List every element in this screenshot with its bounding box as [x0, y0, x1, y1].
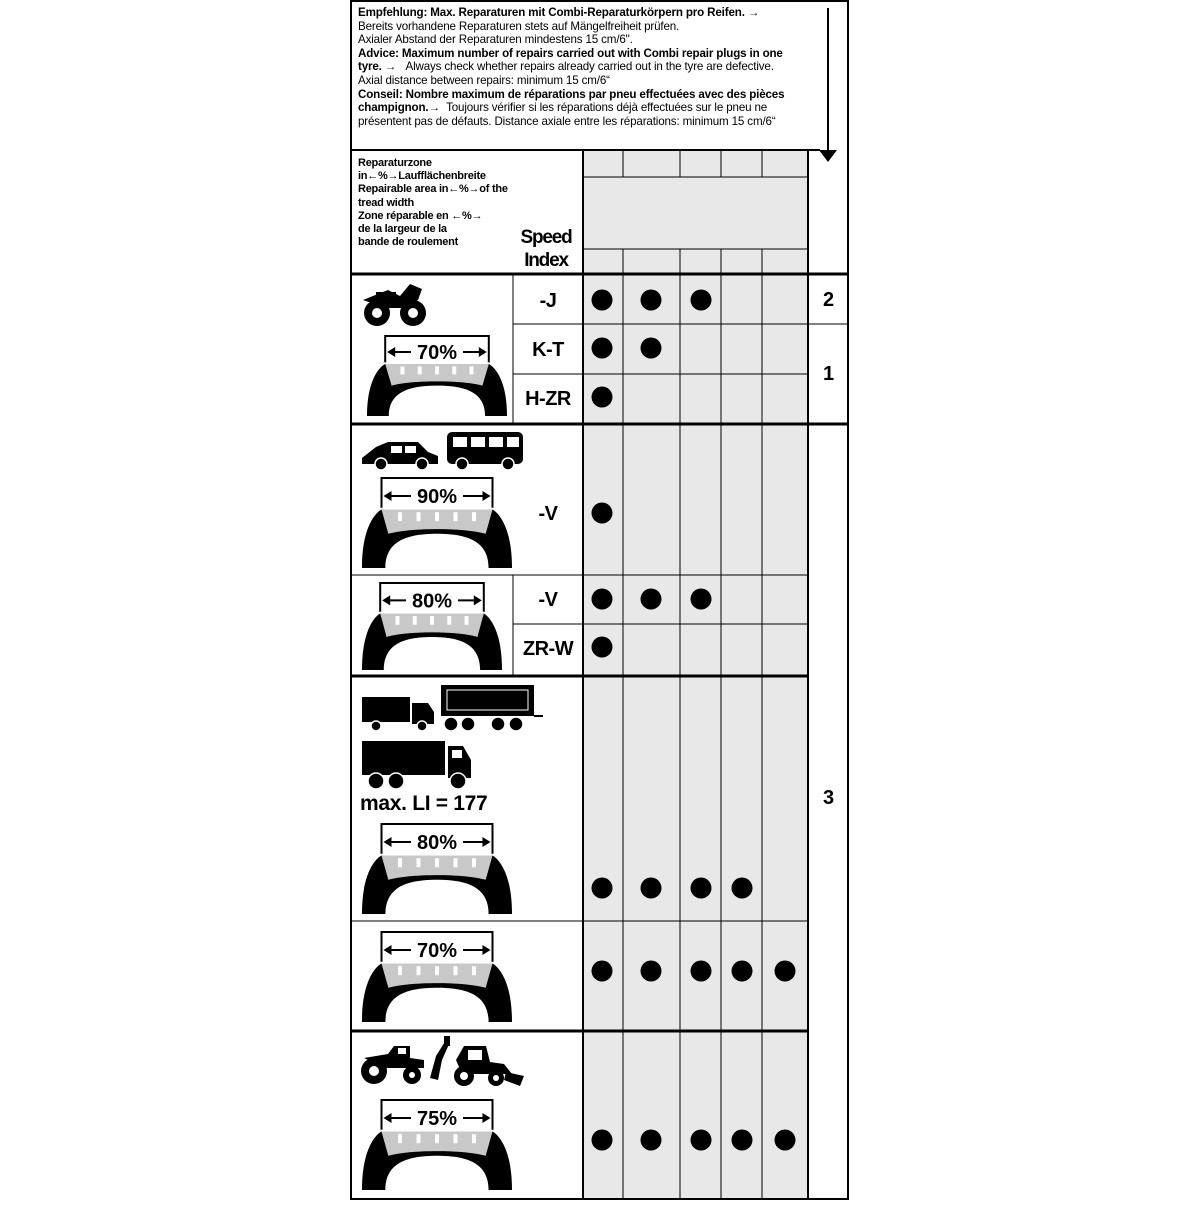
- repair-allowed-dot: [732, 878, 753, 899]
- repair-allowed-dot: [775, 1130, 796, 1151]
- repair-allowed-dot: [691, 961, 712, 982]
- tyre-cross-section-icon: [362, 824, 512, 914]
- zone-line: de la largeur de la: [358, 223, 447, 236]
- repair-allowed-dot: [592, 961, 613, 982]
- tyre-cross-section-icon: [367, 336, 507, 416]
- repair-allowed-dot: [592, 338, 613, 359]
- speed-index-v: -V: [538, 589, 558, 611]
- repair-allowed-dot: [691, 878, 712, 899]
- zone-line: bande de roulement: [358, 236, 459, 249]
- repair-allowed-dot: [592, 503, 613, 524]
- motorcycle-icon: [363, 284, 426, 326]
- tyre-cross-section-icon: [362, 583, 502, 670]
- advice-fr-head: champignon.→: [358, 101, 440, 115]
- tread-percentage: 80%: [416, 832, 458, 854]
- repair-allowed-dot: [641, 878, 662, 899]
- speed-index-zr-w: ZR-W: [522, 638, 574, 660]
- repair-allowed-dot: [592, 878, 613, 899]
- repair-allowed-dot: [641, 290, 662, 311]
- repair-allowed-dot: [592, 1130, 613, 1151]
- tread-percentage: 70%: [416, 342, 458, 364]
- zone-line: Reparaturzone: [358, 157, 432, 169]
- tread-percentage: 90%: [416, 486, 458, 508]
- speed-title-line: Speed: [520, 227, 572, 248]
- advice-fr-line: Toujours vérifier si les réparations déjà effectuées sur le pneu ne: [446, 101, 768, 115]
- zone-line: Zone réparable en ←%→: [358, 209, 483, 222]
- advice-fr-line: présentent pas de défauts. Distance axiale entre les réparations: minimum 15 cm/6“: [358, 114, 776, 128]
- speed-index-h-zr: H-ZR: [525, 388, 571, 410]
- zone-line: tread width: [358, 196, 414, 209]
- repair-allowed-dot: [732, 1130, 753, 1151]
- repair-allowed-dot: [691, 290, 712, 311]
- down-arrow-icon: [819, 8, 837, 162]
- car-icon: [362, 442, 438, 470]
- repair-allowed-dot: [641, 1130, 662, 1151]
- van-icon: [447, 432, 523, 470]
- repair-allowed-dot: [592, 637, 613, 658]
- repair-allowed-dot: [691, 589, 712, 610]
- max-repairs-2: 2: [822, 289, 835, 311]
- speed-index-k-t: K-T: [532, 339, 564, 361]
- truck-icon: [362, 697, 434, 731]
- truck-load-index: max. LI = 177: [360, 792, 488, 815]
- max-repairs-1: 1: [822, 363, 835, 385]
- tread-percentage: 80%: [411, 590, 453, 613]
- repair-allowed-dot: [641, 338, 662, 359]
- advice-en-line: Always check whether repairs already carried out in the tyre are defective.: [405, 60, 774, 74]
- repair-allowed-dot: [641, 961, 662, 982]
- repair-allowed-dot: [592, 387, 613, 408]
- advice-de-line: Axialer Abstand der Reparaturen mindestens 15 cm/6".: [358, 33, 633, 47]
- speed-index-v: -V: [538, 503, 558, 525]
- advice-de-head: Empfehlung: Max. Reparaturen mit Combi-Reparaturkörpern pro Reifen. →: [358, 6, 760, 19]
- repair-allowed-dot: [732, 961, 753, 982]
- tyre-cross-section-icon: [362, 932, 512, 1022]
- advice-en-head: tyre. →: [358, 60, 397, 74]
- advice-en-head: Advice: Maximum number of repairs carried out with Combi repair plugs in one: [358, 46, 783, 60]
- tyre-cross-section-icon: [362, 1100, 512, 1190]
- repair-allowed-dot: [691, 1130, 712, 1151]
- repair-allowed-dot: [775, 961, 796, 982]
- repair-allowed-dot: [592, 589, 613, 610]
- speed-title-line: Index: [524, 250, 568, 271]
- repair-allowed-dot: [641, 589, 662, 610]
- speed-index-j: -J: [539, 290, 557, 312]
- zone-line: Repairable area in←%→of the: [358, 183, 508, 196]
- zone-line: in←%→Laufflächenbreite: [358, 170, 486, 183]
- advice-de-line: Bereits vorhandene Reparaturen stets auf Mängelfreiheit prüfen.: [358, 19, 680, 33]
- backhoe-loader-icon: [430, 1036, 524, 1086]
- lorry-icon: [362, 741, 471, 789]
- tread-percentage: 75%: [416, 1108, 458, 1130]
- advice-fr-head: Conseil: Nombre maximum de réparations par pneu effectuées avec des pièces: [358, 87, 785, 101]
- advice-en-line: Axial distance between repairs: minimum 15 cm/6“: [358, 73, 610, 87]
- tractor-icon: [361, 1046, 424, 1084]
- truck-trailer-icon: [441, 685, 543, 731]
- repair-allowed-dot: [592, 290, 613, 311]
- tread-percentage: 70%: [416, 940, 458, 962]
- max-repairs-3: 3: [822, 787, 835, 809]
- tyre-cross-section-icon: [362, 478, 512, 568]
